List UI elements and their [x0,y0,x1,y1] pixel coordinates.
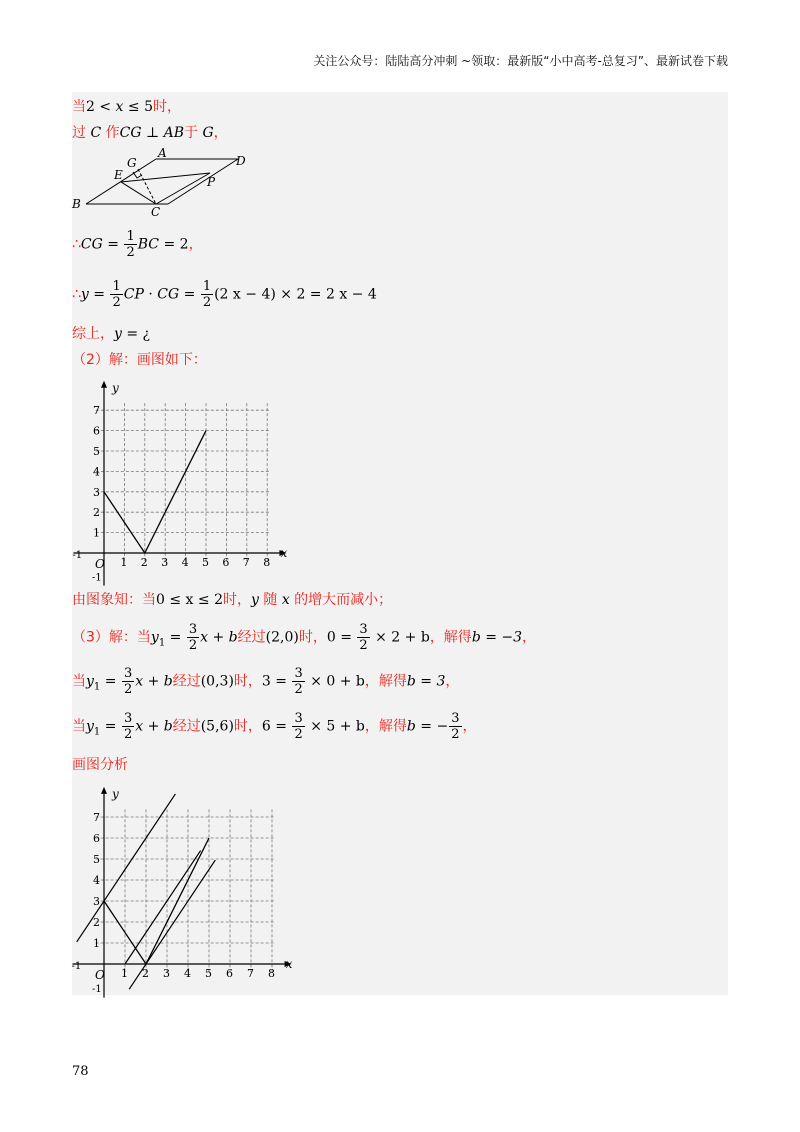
math: (5,6) [200,718,234,735]
x-tick-label: 1 [121,967,128,980]
x-axis-label: x [280,546,288,560]
text: 作 [101,125,120,141]
x-tick-label: 1 [120,556,128,569]
math: 6 = [261,718,292,735]
label-a: A [158,146,167,160]
math: b = 3 [406,673,446,690]
math: (2 x − 4) × 2 = 2 x − 4 [214,286,377,303]
fraction [122,711,134,742]
numerator: 1 [126,229,135,244]
numerator: 3 [188,622,198,637]
numerator: 3 [123,711,133,726]
text: 经过 [172,673,201,690]
y-tick-label: 2 [93,916,100,929]
text: ，解得 [364,718,407,735]
math-var: C [90,125,102,141]
y-axis-label: y [112,380,119,395]
math-var: x [281,592,290,608]
line-y1-b-3 [129,860,215,989]
y-axis-arrow [101,381,107,388]
x-tick-label: 3 [161,556,169,569]
part3-line-2 [72,666,459,697]
y-tick-label: 3 [93,485,100,499]
math-var: y [250,592,259,608]
math-var: x [115,99,124,115]
math: b = − [406,718,449,735]
part3-line-3 [72,711,477,742]
solution-panel [72,92,728,995]
analysis-heading: 画图分析 [72,757,128,773]
x-tick-label: 5 [202,556,209,569]
fraction [187,622,199,653]
text: 当 [72,718,86,735]
math: x + b [135,718,173,735]
x-tick-label: 7 [242,556,250,569]
text: 当 [72,673,86,690]
x-tick-label: 6 [226,967,233,980]
denominator: 2 [294,727,303,742]
math-var: y [86,673,94,690]
x-tick-label: 8 [263,556,271,569]
y-tick-label: 7 [93,811,100,824]
text: 经过 [237,629,266,646]
y-tick-label: 4 [93,465,100,479]
x-tick-label: 2 [140,556,148,569]
text: 时， [153,99,181,115]
text: 时， [233,673,262,690]
y-tick-label: 2 [93,506,100,520]
text: ， [522,629,537,646]
label-g: G [127,156,137,170]
page-number: 78 [72,1064,89,1079]
math: 0 = [326,629,357,646]
fraction [357,622,369,653]
y-tick-label: 1 [93,526,100,540]
math-var: y [150,629,159,646]
math: (2,0) [265,629,299,646]
math: x + b [135,673,173,690]
subscript: 1 [158,637,166,649]
y-tick-label: 4 [93,874,100,887]
math: = [165,629,186,646]
summary-line [72,323,150,343]
math: 2 < [86,99,116,115]
denominator: 2 [123,682,133,697]
math: b = −3 [471,629,523,646]
math-var: y [80,286,89,303]
fraction [201,279,213,310]
math: CG [80,236,103,253]
denominator: 2 [126,245,135,260]
graph-piecewise [72,372,288,584]
numerator: 3 [359,622,368,637]
text: ，解得 [364,673,407,690]
math: BC [137,236,160,253]
y-tick-label: 1 [93,937,100,950]
neg-x-label: -1 [72,550,83,561]
math-var: y [114,326,122,342]
therefore-symbol: ∴ [72,286,81,303]
fraction [449,711,461,742]
math: × 0 + b [305,673,365,690]
math: = [100,718,121,735]
x-tick-label: 8 [268,967,275,980]
denominator: 2 [123,727,133,742]
denominator: 2 [359,638,368,653]
fraction [124,229,136,260]
function-graph-line [104,431,206,553]
part2-heading: （2）解：画图如下： [72,352,207,368]
denominator: 2 [451,727,460,742]
graph-analysis [71,782,302,995]
y-tick-label: 7 [93,404,100,418]
denominator: 2 [294,682,303,697]
y-tick-label: 5 [93,853,100,866]
y-tick-label: 6 [93,832,100,845]
math: (0,3) [200,673,234,690]
math: · [143,286,158,303]
text: 的增大而减小； [289,592,393,608]
fraction [122,666,134,697]
neg-x-label: -1 [71,961,82,972]
origin-label: O [95,968,105,982]
text: （3）解：当 [72,629,151,646]
y-tick-label: 5 [93,445,100,458]
text: 于 [184,125,203,141]
page-header: 关注公众号：陆陆高分冲刺 ~领取：最新版“小中高考-总复习”、最新试卷下载 [313,54,728,68]
text: 综上， [72,326,114,342]
numerator: 3 [294,666,303,681]
math-var: y [86,718,94,735]
parallelogram-figure [72,147,262,219]
label-p: P [207,175,216,189]
y-tick-label: 6 [93,424,100,438]
x-tick-label: 5 [205,967,212,980]
numerator: 1 [202,279,212,294]
x-tick-label: 4 [184,967,191,980]
math: 3 = [261,673,292,690]
part3-line-1 [72,622,536,653]
text: 过 [72,125,91,141]
denominator: 2 [112,295,121,310]
construction-line [72,122,228,142]
x-tick-label: 4 [181,556,189,569]
label-b: B [72,197,81,211]
math-var: G [202,125,214,141]
text: 当 [72,99,86,115]
math: = [179,286,200,303]
numerator: 1 [112,279,121,294]
text: ， [188,236,203,253]
text: 时， [233,718,262,735]
denominator: 2 [188,638,198,653]
fraction [292,666,304,697]
area-equation-line [72,279,377,310]
x-tick-label: 7 [247,967,254,980]
math: × 2 + b [370,629,430,646]
math: 0 ≤ x ≤ 2 [156,592,223,608]
math: = [102,236,124,253]
text: ， [462,718,477,735]
denominator: 2 [202,295,212,310]
neg-y-label: -1 [92,572,102,584]
subscript: 1 [93,726,101,738]
text: 随 [258,592,282,608]
neg-y-label: -1 [92,984,102,995]
label-c: C [151,205,161,219]
y-tick-label: 3 [93,895,100,908]
therefore-symbol: ∴ [72,236,81,253]
text: 时， [222,592,251,608]
y-axis-label: y [112,786,119,801]
text: 时， [298,629,327,646]
numerator: 3 [294,711,303,726]
numerator: 3 [451,711,460,726]
subscript: 1 [93,681,101,693]
origin-label: O [95,557,105,571]
x-tick-label: 2 [142,967,149,980]
y-axis-arrow [101,787,107,794]
math: x + b [200,629,238,646]
fraction [292,711,304,742]
label-d: D [236,154,246,168]
cg-equation-line [72,229,203,260]
math: CG ⊥ AB [119,125,184,141]
math: ≤ 5 [123,99,153,115]
math: = [88,286,110,303]
math: = ¿ [121,326,151,342]
case-condition-line [72,96,181,116]
fraction [110,279,122,310]
text: ， [445,673,460,690]
math: = 2 [159,236,189,253]
line-y1-b-1.5 [125,851,201,964]
text: 由图象知：当 [72,592,156,608]
label-e: E [114,168,123,182]
x-tick-label: 3 [163,967,170,980]
math: CG [157,286,180,303]
text: 经过 [172,718,201,735]
text: ， [213,125,228,141]
x-axis-label: x [285,957,293,971]
text: ，解得 [429,629,472,646]
x-tick-label: 6 [222,556,230,569]
math: = [100,673,121,690]
numerator: 3 [123,666,133,681]
math: × 5 + b [305,718,365,735]
line-y1-b3 [77,794,176,942]
math: CP [123,286,144,303]
observation-line [72,589,392,609]
